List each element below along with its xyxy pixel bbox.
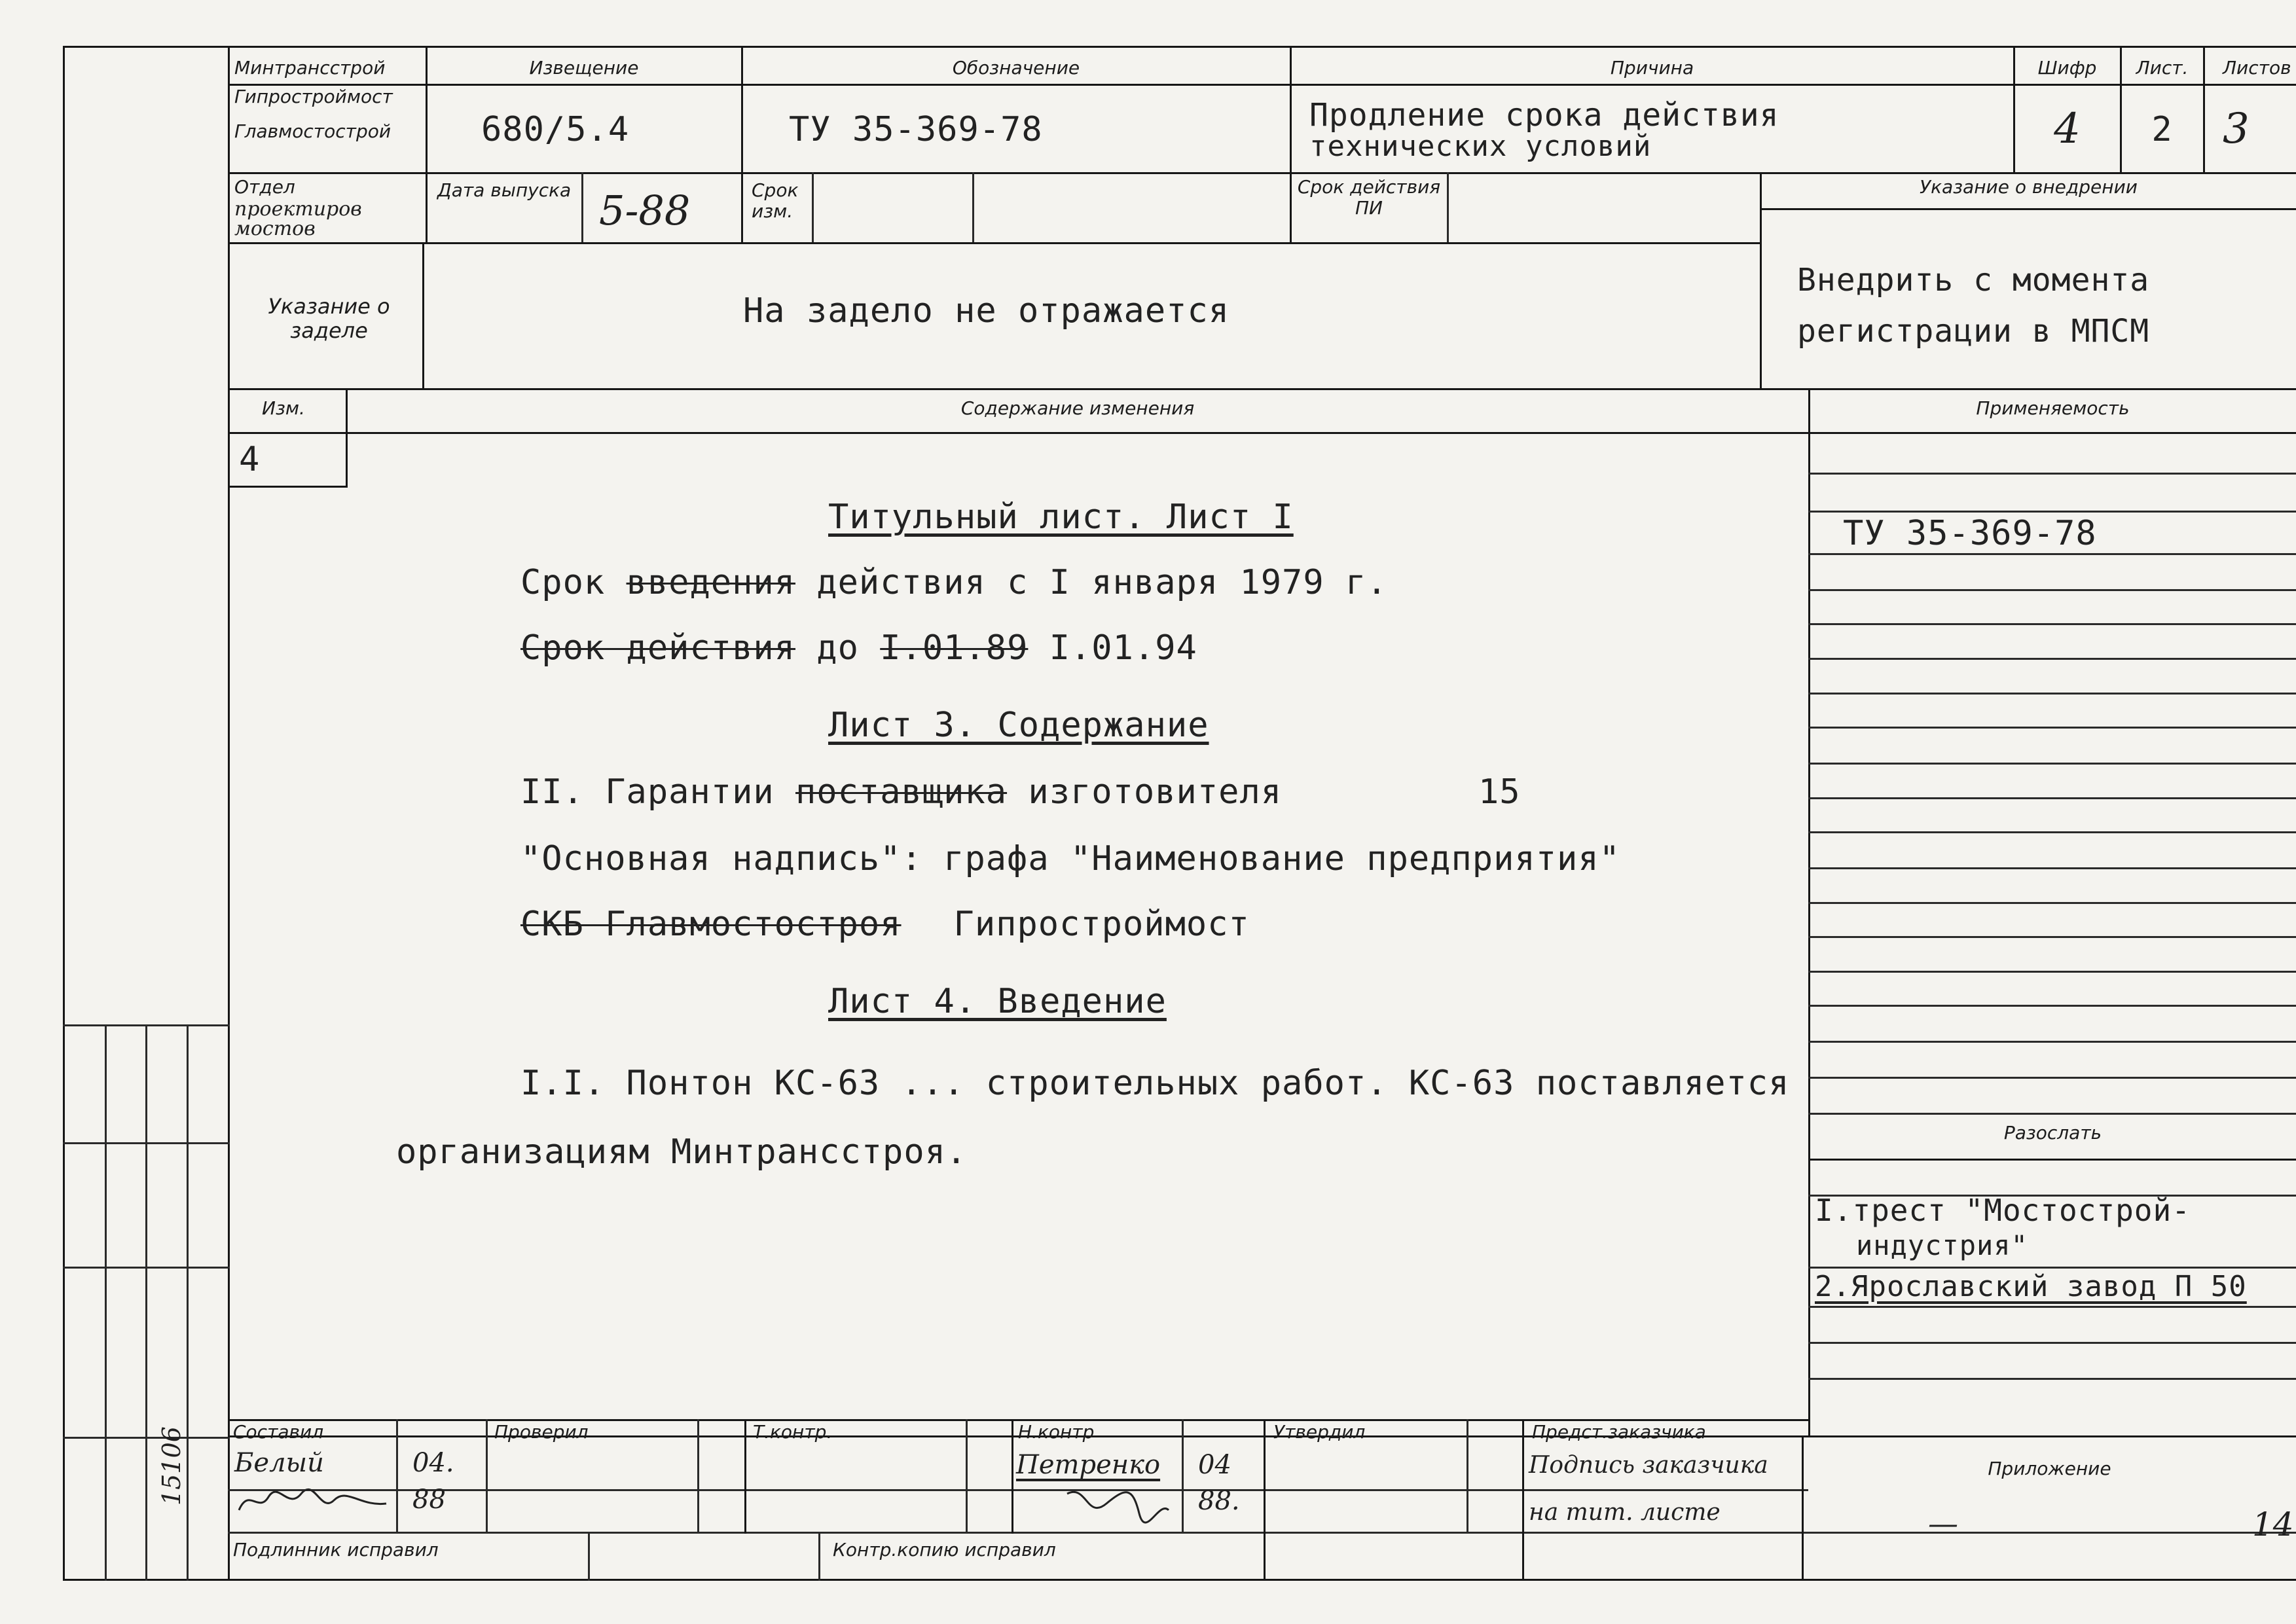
proveril-label: Проверил <box>494 1421 589 1443</box>
predst-label: Предст.заказчика <box>1532 1421 1706 1443</box>
razoslat-line-3: 2.Ярославский завод П 50 <box>1815 1270 2247 1303</box>
content-line-list4: Лист 4. Введение <box>828 982 1167 1021</box>
primenyaemost-label: Применяемость <box>1976 397 2130 419</box>
notice-number: 680/5.4 <box>481 110 630 149</box>
utverdil-label: Утвердил <box>1273 1421 1366 1443</box>
srok-pi-label: Срок действия ПИ <box>1297 176 1441 219</box>
vnedrenie-line-2: регистрации в МПСМ <box>1797 313 2150 350</box>
org-label-1: Минтрансстрой <box>234 57 386 79</box>
content-line-list3: Лист 3. Содержание <box>828 706 1209 745</box>
nkontr-name: Петренко <box>1016 1450 1161 1480</box>
predst-line-1: Подпись заказчика <box>1529 1452 1768 1479</box>
designation-value: ТУ 35-369-78 <box>789 110 1043 149</box>
list-value: 2 <box>2151 110 2173 149</box>
sostavil-signature <box>236 1481 393 1520</box>
corner-mark: 14 <box>2252 1506 2294 1543</box>
sostavil-date-day: 04. <box>412 1448 454 1478</box>
vnedrenie-line-1: Внедрить с момента <box>1797 262 2150 298</box>
listov-value: 3 <box>2223 105 2250 153</box>
content-line-organizatsiyam: организациям Минтрансстроя. <box>396 1132 968 1172</box>
reason-line-1: Продление срока действия <box>1309 97 1779 134</box>
sostavil-date-year: 88 <box>412 1485 446 1515</box>
nkontr-label: Н.контр <box>1018 1421 1095 1443</box>
shifr-label: Шифр <box>2037 57 2097 79</box>
sostavil-name: Белый <box>234 1448 324 1478</box>
content-line-skb: СКБ Главмостостроя Гипростроймост <box>520 905 1250 944</box>
tkontr-label: Т.контр. <box>753 1421 833 1443</box>
content-line-ponton: I.I. Понтон КС-63 ... строительных работ. КС-63 поставляется <box>520 1064 1790 1103</box>
predst-line-2: на тит. листе <box>1529 1499 1721 1526</box>
content-line-title-sheet: Титульный лист. Лист I <box>828 497 1294 537</box>
kontr-kopiyu-label: Контр.копию исправил <box>833 1539 1056 1561</box>
izveshenie-label: Извещение <box>529 57 639 79</box>
shifr-value: 4 <box>2054 105 2081 153</box>
sostavil-label: Составил <box>233 1421 324 1443</box>
nkontr-date-day: 04 <box>1198 1450 1231 1480</box>
prilozhenie-label: Приложение <box>1988 1458 2111 1479</box>
zadel-label: Указание о заделе <box>268 294 390 343</box>
data-vypuska-label: Дата выпуска <box>437 179 572 201</box>
content-line-garantii-page: 15 <box>1478 772 1521 812</box>
oboznachenie-label: Обозначение <box>952 57 1080 79</box>
content-header-label: Содержание изменения <box>960 397 1195 419</box>
nkontr-signature <box>1061 1481 1172 1526</box>
razoslat-label: Разослать <box>2003 1122 2102 1144</box>
content-line-garantii: II. Гарантии поставщика изготовителя <box>520 772 1283 812</box>
side-number: 15106 <box>157 1426 186 1506</box>
data-vypuska-value: 5-88 <box>599 187 691 234</box>
nkontr-date-year: 88. <box>1198 1486 1240 1516</box>
content-line-srok-deistviya: Срок действия до I.01.89 I.01.94 <box>520 628 1197 668</box>
izm-label: Изм. <box>262 397 305 419</box>
razoslat-line-2: индустрия" <box>1856 1229 2028 1261</box>
otdel-label: Отдел <box>234 176 295 198</box>
org-label-3: Главмостострой <box>234 120 392 142</box>
list-label: Лист. <box>2136 57 2189 79</box>
prichina-label: Причина <box>1610 57 1694 79</box>
izm-value: 4 <box>239 440 261 479</box>
otdel-value: проектиров мостов <box>234 198 362 240</box>
listov-label: Листов <box>2223 57 2291 79</box>
content-line-osnovnaya-nadpis: "Основная надпись": графа "Наименование предприятия" <box>520 839 1620 878</box>
srok-izm-label: Срок изм. <box>752 179 799 223</box>
org-label-2: Гипростроймост <box>234 86 393 107</box>
primenyaemost-value: ТУ 35-369-78 <box>1843 514 2097 553</box>
content-line-srok: Срок введения действия с I января 1979 г. <box>520 563 1388 602</box>
razoslat-line-1: I.трест "Мостострой- <box>1815 1193 2191 1228</box>
podlinnik-label: Подлинник исправил <box>233 1539 439 1561</box>
prilozhenie-value: — <box>1928 1506 1958 1541</box>
reason-line-2: технических условий <box>1309 130 1652 163</box>
vnedrenie-label: Указание о внедрении <box>1920 176 2138 198</box>
zadel-value: На задело не отражается <box>743 291 1230 331</box>
